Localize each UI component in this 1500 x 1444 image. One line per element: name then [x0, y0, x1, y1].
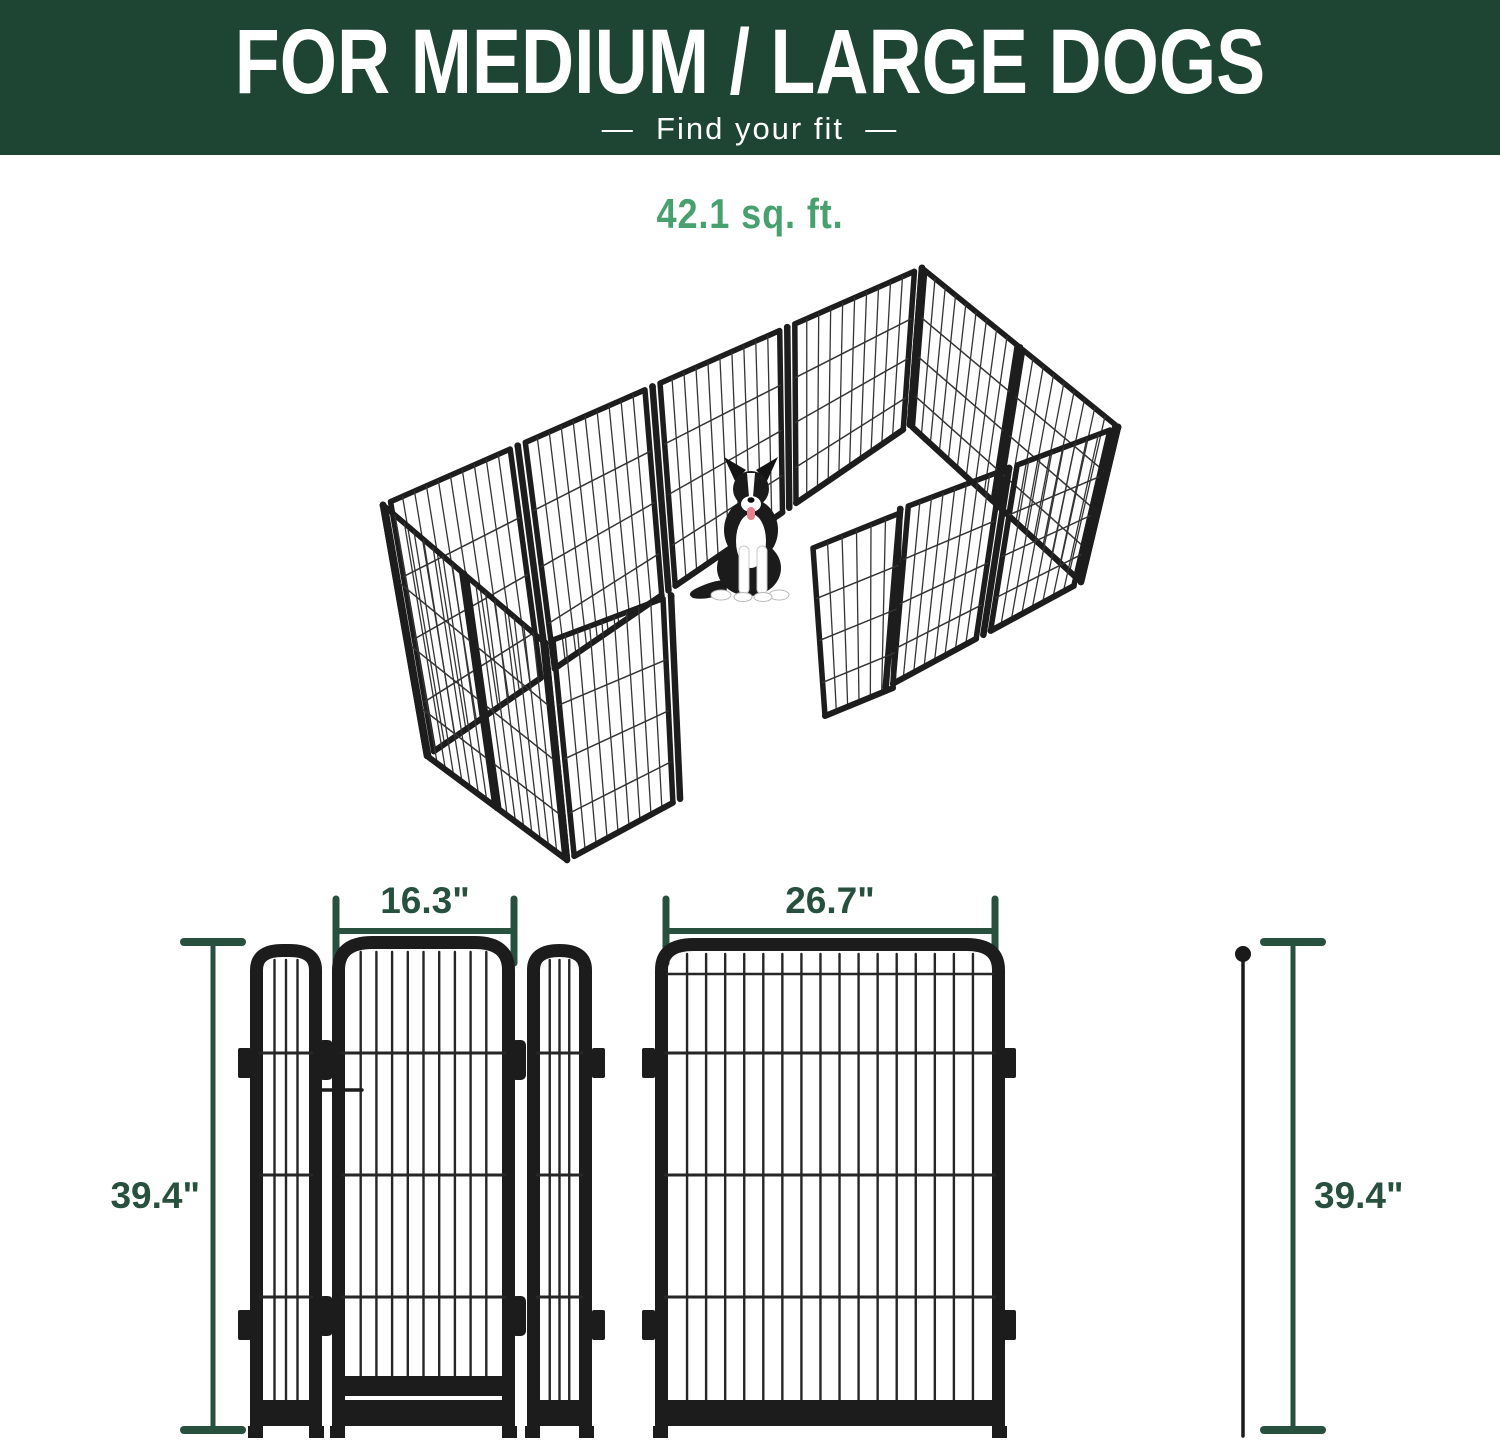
small-panel-right-diagram — [525, 951, 594, 1439]
dog-front-leg-left — [739, 546, 749, 594]
dimension-diagram — [0, 864, 1500, 1444]
dimension-label-height-right: 39.4" — [1314, 1175, 1404, 1216]
banner — [0, 0, 1500, 155]
panel-connectors — [238, 1040, 1016, 1340]
dimension-label-gate-width: 16.3" — [380, 880, 470, 921]
area-label: 42.1 sq. ft. — [656, 190, 844, 237]
banner-title: FOR MEDIUM / LARGE DOGS — [234, 11, 1266, 113]
dimension-label-height-left: 39.4" — [110, 1175, 200, 1216]
ground-stake — [1235, 946, 1251, 1436]
dimension-label-panel-width: 26.7" — [785, 880, 875, 921]
banner-subtitle: — Find your fit — — [601, 111, 899, 146]
dog-front-leg-right — [757, 546, 767, 594]
small-panel-left-diagram — [248, 951, 324, 1439]
dog-tongue — [747, 507, 755, 520]
dog-front-paw-right — [754, 593, 772, 602]
playpen-illustration — [355, 248, 1145, 878]
dog-nose — [748, 497, 755, 503]
dog-hind-paw-left — [711, 590, 731, 600]
dog-front-paw-left — [734, 593, 752, 602]
large-panel-diagram — [653, 945, 1007, 1439]
gate-panel-diagram — [320, 943, 517, 1439]
